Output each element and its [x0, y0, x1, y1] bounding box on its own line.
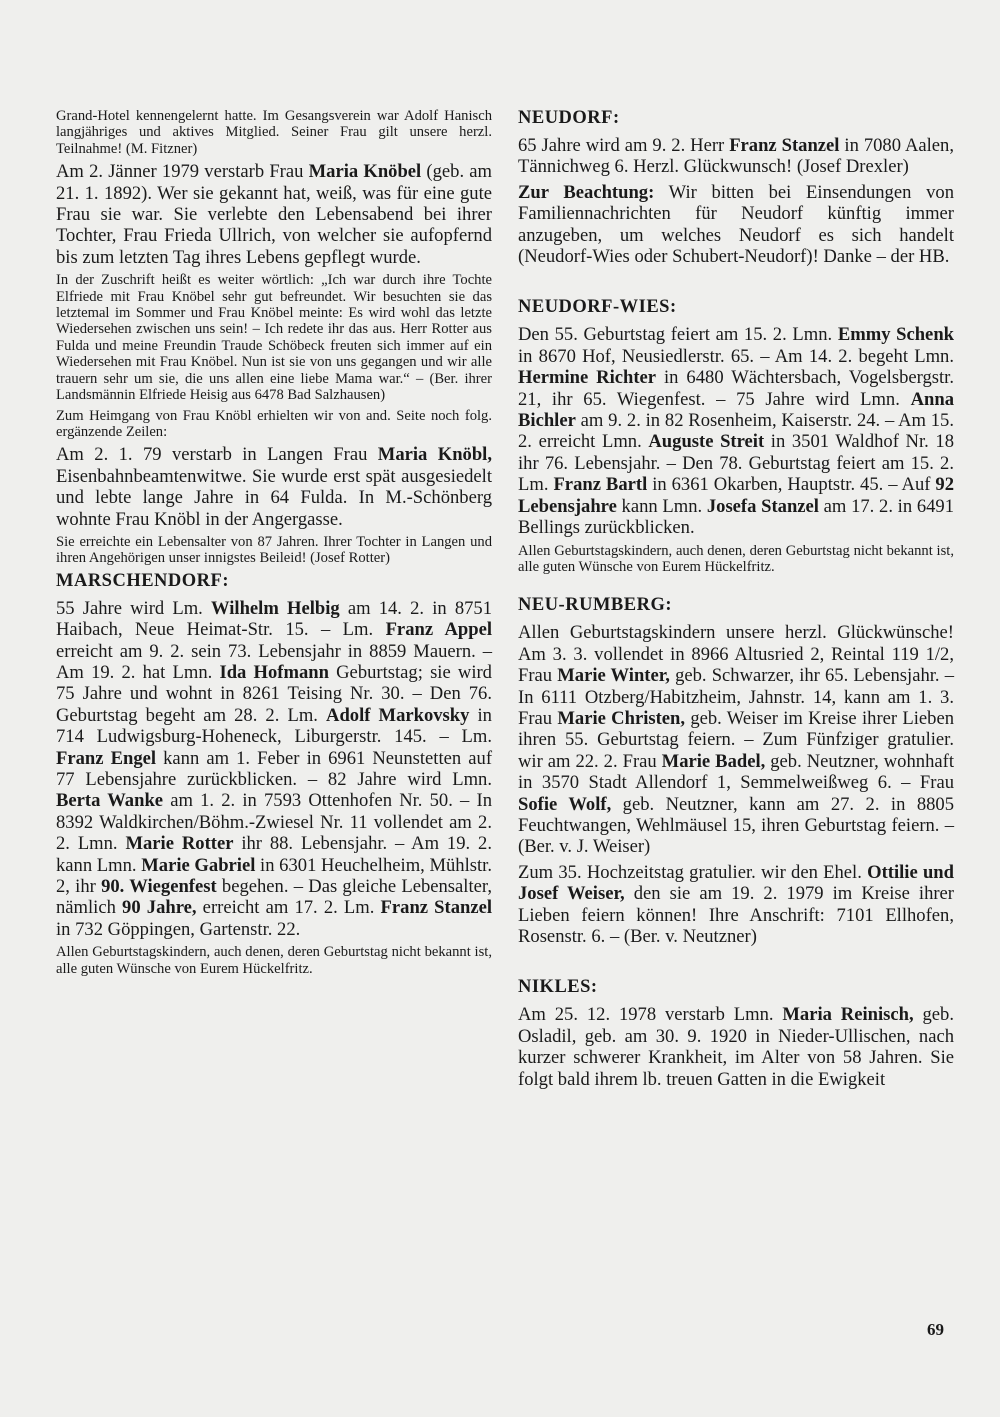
small-paragraph: Allen Geburtstagskindern, auch denen, deren Geburtstag nicht bekannt ist, alle guten Wünsche von Eurem Hückelfritz. [518, 542, 954, 575]
bold-name: Marie Gabriel [141, 854, 256, 876]
text-run: (geb. am 21. 1. 1892). Wer sie gekannt hat, weiß, was für eine gute Frau sie war. Sie verlebte den Lebensabend bei ihrer Tochter, Frau Frieda Ullrich, von welcher sie aufopfernd bis zum letzten Tag ihres Lebens gepflegt wurde. [56, 161, 492, 268]
bold-name: Wilhelm Helbig [211, 597, 340, 619]
bold-name: Ida Hofmann [219, 661, 329, 683]
small-paragraph: Allen Geburtstagskindern, auch denen, deren Geburtstag nicht bekannt ist, alle guten Wünsche von Eurem Hückelfritz. [56, 944, 492, 977]
text-run: Eisenbahnbeamtenwitwe. Sie wurde erst spät ausgesiedelt und lebte lange Jahre in 64 Fulda. In M.-Schönberg wohnte Frau Knöbl in der Angergasse. [56, 465, 492, 530]
text-run: Allen Geburtstagskindern unsere herzl. Glückwünsche! Am 3. 3. vollendet in 8966 Altusried 2, Reintal 119 1/2, Frau [518, 622, 954, 687]
paragraph [56, 161, 492, 268]
page-number: 69 [927, 1320, 944, 1339]
text-run: geb. Neutzner, wohnhaft in 3570 Stadt Allendorf 1, Semmelweißweg 6. – Frau [518, 750, 954, 794]
small-paragraph: Grand-Hotel kennengelernt hatte. Im Gesangsverein war Adolf Hanisch langjähriges und aktives Mitglied. Seiner Frau gilt unsere herzl. Teilnahme! (M. Fitzner) [56, 108, 492, 157]
bold-name: Maria Knöbel [308, 161, 422, 183]
bold-name: Franz Engel [56, 747, 157, 769]
text-run: Am 2. 1. 79 verstarb in Langen Frau [56, 444, 378, 466]
bold-name: Franz Appel [385, 619, 492, 641]
small-paragraph: Zum Heimgang von Frau Knöbl erhielten wir von and. Seite noch folg. ergänzende Zeilen: [56, 407, 492, 440]
section-heading: NEUDORF: [518, 108, 620, 128]
paragraph [56, 444, 492, 530]
text-run: Geburtstag; sie wird 75 Jahre und wohnt in 8261 Teising Nr. 30. – Den 76. Geburtstag begeht am 28. 2. Lm. [56, 661, 492, 726]
text-run: geb. Weiser im Kreise ihrer Lieben ihren 55. Geburtstag feiern. – Zum Fünfziger gratulier. wir am 22. 2. Frau [518, 707, 954, 772]
text-run: geb. Schwarzer, ihr 65. Lebensjahr. – In 6111 Otzberg/Habitzheim, Jahnstr. 14, kann am 1. 3. Frau [518, 665, 954, 729]
section-gap [518, 579, 954, 595]
text-run: ihr 88. Lebensjahr. – Am 19. 2. kann Lmn. [56, 833, 492, 876]
paragraph [518, 182, 954, 268]
text-run: in 8670 Hof, Neusiedlerstr. 65. – Am 14. 2. begeht Lmn. [518, 345, 954, 367]
bold-name: Marie Christen, [557, 707, 686, 729]
text-run: den sie am 19. 2. 1979 im Kreise ihrer Lieben feiern können! Ihre Anschrift: 7101 Ellhofen, Rosenstr. 6. – (Ber. v. Neutzner) [518, 883, 954, 947]
paragraph [518, 862, 954, 948]
text-run: Zum 35. Hochzeitstag gratulier. wir den Ehel. [518, 861, 868, 883]
text-run: Wir bitten bei Einsendungen von Familiennachrichten für Neudorf künftig immer anzugeben, um welches Neudorf es sich handelt (Neudorf-Wies oder Schubert-Neudorf)! Danke – der HB. [518, 181, 954, 268]
section-heading: NIKLES: [518, 977, 598, 998]
right-column [518, 108, 954, 1094]
bold-name: Maria Reinisch, [782, 1004, 914, 1026]
text-run: am 1. 2. in 7593 Ottenhofen Nr. 50. – In 8392 Waldkirchen/Böhm.-Zwiesel Nr. 11 vollendet am 2. 2. Lmn. [56, 790, 493, 855]
bold-name: Adolf Markovsky [326, 704, 470, 726]
bold-name: Anna Bichler [518, 388, 954, 432]
bold-name: Marie Badel, [661, 750, 766, 772]
small-paragraph: Sie erreichte ein Lebensalter von 87 Jahren. Ihrer Tochter in Langen und ihren Angehörigen unser innigstes Beileid! (Josef Rotter) [56, 533, 492, 567]
text-run: kann am 1. Feber in 6961 Neunstetten auf 77 Lebensjahre zurückblicken. – 82 Jahre wird Lmn. [56, 747, 493, 790]
bold-name: Hermine Richter [518, 367, 657, 389]
bold-name: Josefa Stanzel [706, 495, 819, 517]
small-paragraph: In der Zuschrift heißt es weiter wörtlich: „Ich war durch ihre Tochte Elfriede mit Frau Knöbel sehr gut befreundet. Wir besuchten sie das letztemal im Sommer und Frau Knöbel meinte: Es wird wohl das letzte Wiedersehen zwischen uns sein! – Ich redete ihr das aus. Herr Rotter aus Fulda und meine Freundin Traude Schöbeck freuten sich immer auf ein Wiedersehen mit Frau Knöbel. Nun ist sie von uns gegangen und wir alle trauern sehr um sie, die uns allen eine liebe Mama war.“ – (Ber. ihrer Landsmännin Elfriede Heisig aus 6478 Bad Salzhausen) [56, 272, 492, 404]
bold-name: 92 Lebensjahre [518, 474, 954, 517]
paragraph [518, 135, 954, 178]
bold-name: 90. Wiegenfest [101, 876, 217, 898]
section-heading: NEUDORF-WIES: [518, 297, 677, 318]
paragraph [518, 622, 954, 857]
bold-name: Franz Bartl [553, 474, 648, 496]
text-run: in 7080 Aalen, Tännichweg 6. Herzl. Glückwunsch! (Josef Drexler) [518, 135, 954, 178]
paragraph [518, 324, 954, 538]
section-gap [518, 271, 954, 297]
text-run: geb. Neutzner, kann am 27. 2. in 8805 Feuchtwangen, Wehlmäusel 15, ihren Geburtstag feiern. – (Ber. v. J. Weiser) [518, 793, 955, 858]
bold-name: Zur Beachtung: [518, 181, 655, 203]
text-run: kann Lmn. [616, 495, 707, 517]
bold-name: 90 Jahre, [122, 897, 197, 919]
text-run: geb. Osladil, geb. am 30. 9. 1920 in Nieder-Ullischen, nach kurzer schwerer Krankheit, im Alter von 58 Jahren. Sie folgt bald ihrem lb. treuen Gatten in die Ewigkeit [518, 1004, 954, 1090]
text-run: begehen. – Das gleiche Lebensalter, nämlich [56, 876, 492, 919]
bold-name: Franz Stanzel [729, 135, 840, 156]
text-run: in 6301 Heuchelheim, Mühlstr. 2, ihr [56, 854, 492, 898]
bold-name: Emmy Schenk [837, 324, 954, 346]
bold-name: Sofie Wolf, [518, 793, 612, 815]
bold-name: Ottilie und Josef Weiser, [518, 861, 954, 905]
text-run: erreicht am 17. 2. Lm. [196, 897, 381, 919]
text-run: Am 25. 12. 1978 verstarb Lmn. [518, 1004, 783, 1026]
bold-name: Berta Wanke [56, 790, 164, 812]
text-run: Am 2. Jänner 1979 verstarb Frau [56, 161, 309, 183]
section-heading: MARSCHENDORF: [56, 570, 229, 591]
text-run: in 714 Ludwigsburg-Hoheneck, Liburgerstr. 145. – Lm. [56, 704, 492, 748]
text-run: am 14. 2. in 8751 Haibach, Neue Heimat-Str. 15. – Lm. [56, 597, 493, 641]
text-run: erreicht am 9. 2. sein 73. Lebensjahr in 8859 Mauern. – Am 19. 2. hat Lmn. [56, 640, 492, 683]
text-run: in 732 Göppingen, Gartenstr. 22. [56, 918, 301, 940]
bold-name: Auguste Streit [648, 431, 765, 453]
bold-name: Marie Rotter [125, 833, 234, 855]
text-run: am 9. 2. in 82 Rosenheim, Kaiserstr. 24. – Am 15. 2. erreicht Lmn. [518, 410, 954, 453]
text-run: 65 Jahre wird am 9. 2. Herr [518, 135, 730, 156]
bold-name: Franz Stanzel [380, 897, 493, 919]
bold-name: Marie Winter, [557, 665, 670, 687]
paragraph [56, 598, 492, 941]
text-run: in 3501 Waldhof Nr. 18 ihr 76. Lebensjahr. – Den 78. Geburtstag feiert am 15. 2. Lm. [518, 431, 954, 496]
left-column [56, 108, 492, 981]
text-run: am 17. 2. in 6491 Bellings zurückblicken. [518, 495, 955, 539]
text-run: Den 55. Geburtstag feiert am 15. 2. Lmn. [518, 324, 838, 346]
section-heading: NEU-RUMBERG: [518, 595, 672, 616]
text-run: in 6480 Wächtersbach, Vogelsbergstr. 21, ihr 65. Wiegenfest. – 75 Jahre wird Lmn. [518, 367, 954, 410]
text-run: in 6361 Okarben, Hauptstr. 45. – Auf [647, 474, 936, 496]
text-run: 55 Jahre wird Lm. [56, 597, 211, 619]
section-gap [518, 951, 954, 977]
paragraph [518, 1004, 954, 1090]
bold-name: Maria Knöbl, [377, 444, 493, 466]
